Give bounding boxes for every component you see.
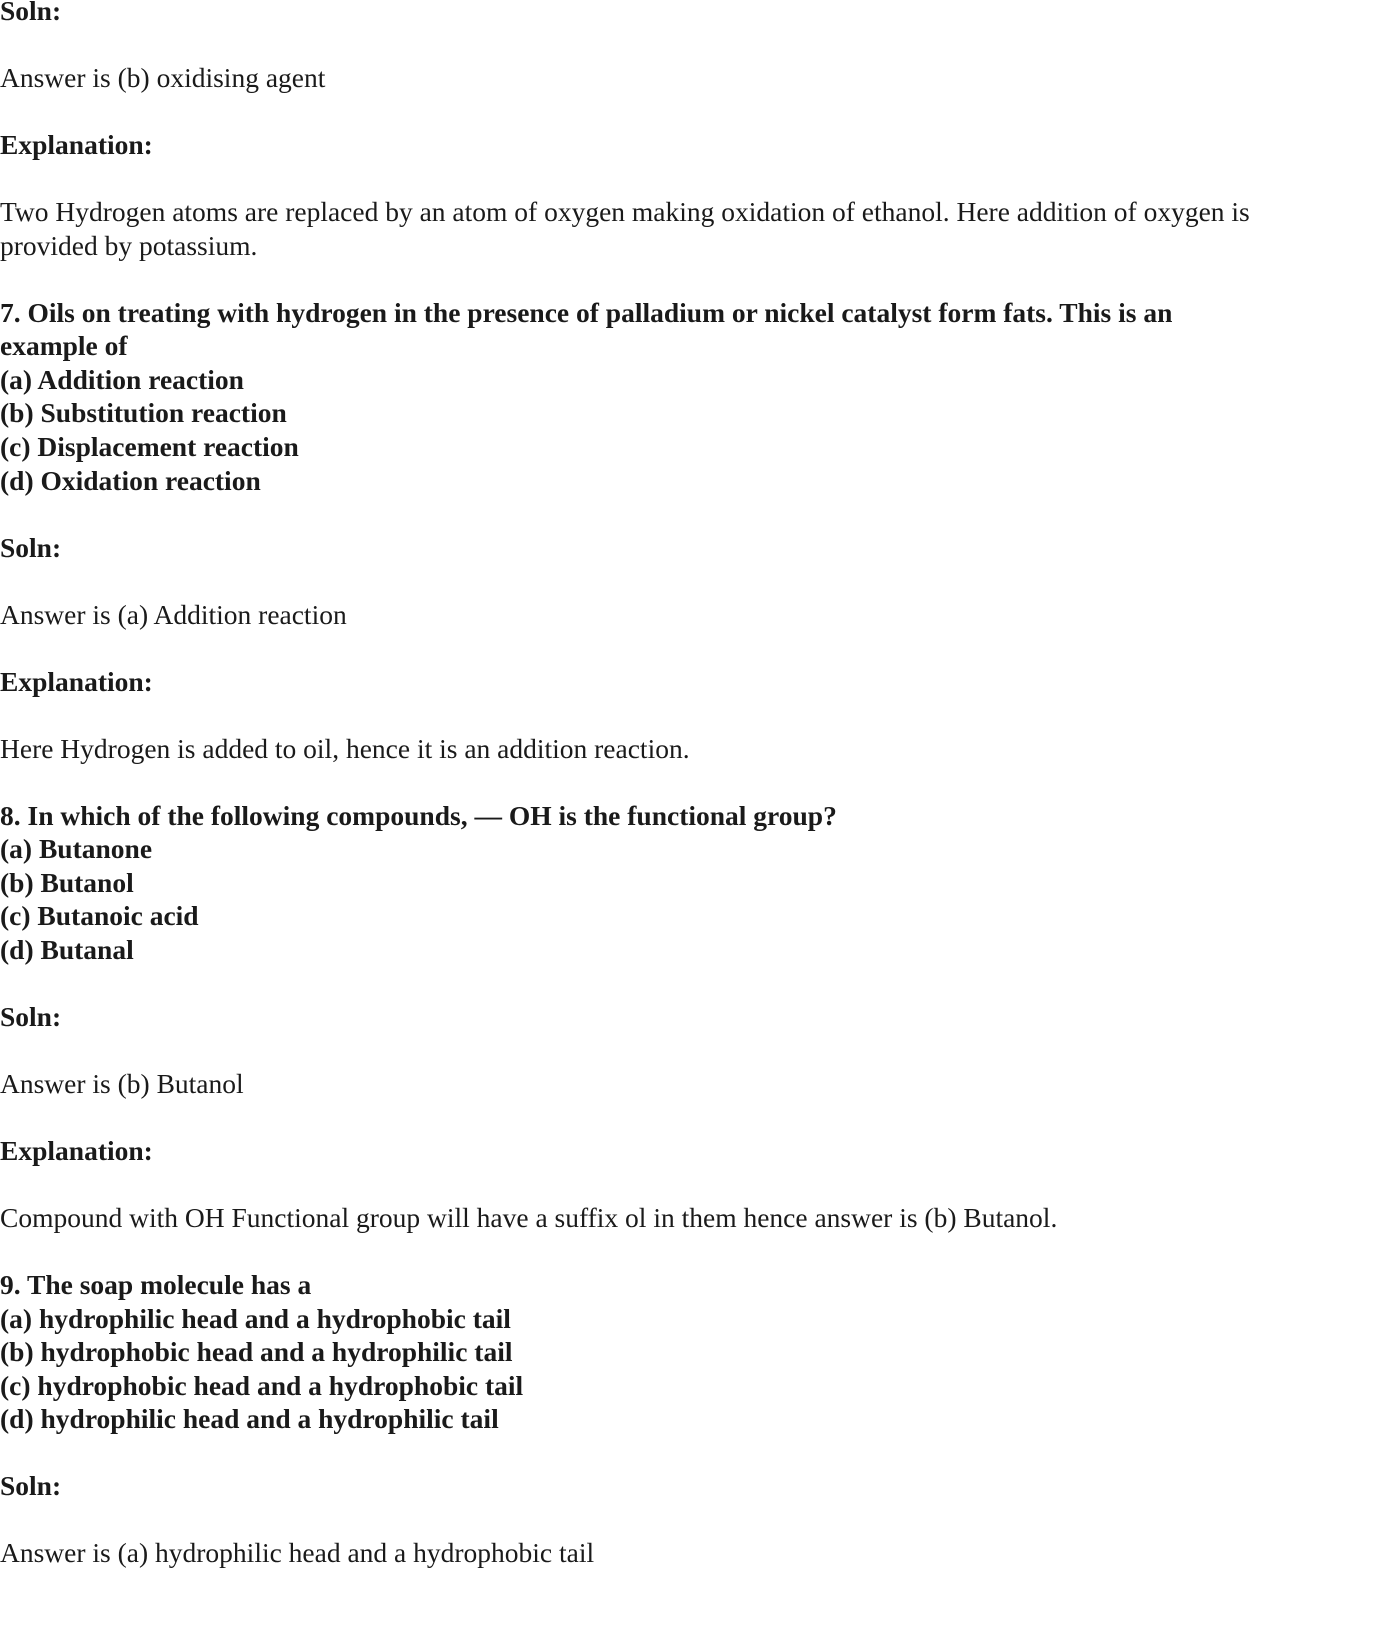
option-c: (c) Butanoic acid <box>0 900 199 931</box>
soln-label: Soln: <box>0 0 62 26</box>
option-b: (b) Butanol <box>0 867 134 898</box>
explanation-text: Two Hydrogen atoms are replaced by an atom of oxygen making oxidation of ethanol. Here addition of oxygen is <box>0 196 1250 227</box>
explanation-text: provided by potassium. <box>0 230 258 261</box>
answer-text: Answer is (b) oxidising agent <box>0 62 326 93</box>
explanation-label: Explanation: <box>0 666 153 697</box>
question-7-text: example of <box>0 330 128 361</box>
option-a: (a) hydrophilic head and a hydrophobic tail <box>0 1303 511 1334</box>
option-d: (d) hydrophilic head and a hydrophilic tail <box>0 1403 499 1434</box>
option-a: (a) Addition reaction <box>0 364 244 395</box>
option-c: (c) Displacement reaction <box>0 431 299 462</box>
explanation-label: Explanation: <box>0 129 153 160</box>
explanation-label: Explanation: <box>0 1135 153 1166</box>
answer-text: Answer is (b) Butanol <box>0 1068 244 1099</box>
option-d: (d) Oxidation reaction <box>0 465 261 496</box>
answer-text: Answer is (a) Addition reaction <box>0 599 347 630</box>
option-a: (a) Butanone <box>0 833 153 864</box>
soln-label: Soln: <box>0 1001 62 1032</box>
question-7-text: 7. Oils on treating with hydrogen in the presence of palladium or nickel catalyst form fats. This is an <box>0 297 1173 328</box>
soln-label: Soln: <box>0 532 62 563</box>
option-b: (b) hydrophobic head and a hydrophilic tail <box>0 1336 513 1367</box>
explanation-text: Compound with OH Functional group will have a suffix ol in them hence answer is (b) Butanol. <box>0 1202 1058 1233</box>
answer-text: Answer is (a) hydrophilic head and a hydrophobic tail <box>0 1537 595 1568</box>
explanation-text: Here Hydrogen is added to oil, hence it is an addition reaction. <box>0 733 690 764</box>
question-9-text: 9. The soap molecule has a <box>0 1269 312 1300</box>
option-b: (b) Substitution reaction <box>0 397 287 428</box>
question-8-text: 8. In which of the following compounds, — OH is the functional group? <box>0 800 837 831</box>
option-c: (c) hydrophobic head and a hydrophobic tail <box>0 1370 524 1401</box>
soln-label: Soln: <box>0 1470 62 1501</box>
option-d: (d) Butanal <box>0 934 134 965</box>
